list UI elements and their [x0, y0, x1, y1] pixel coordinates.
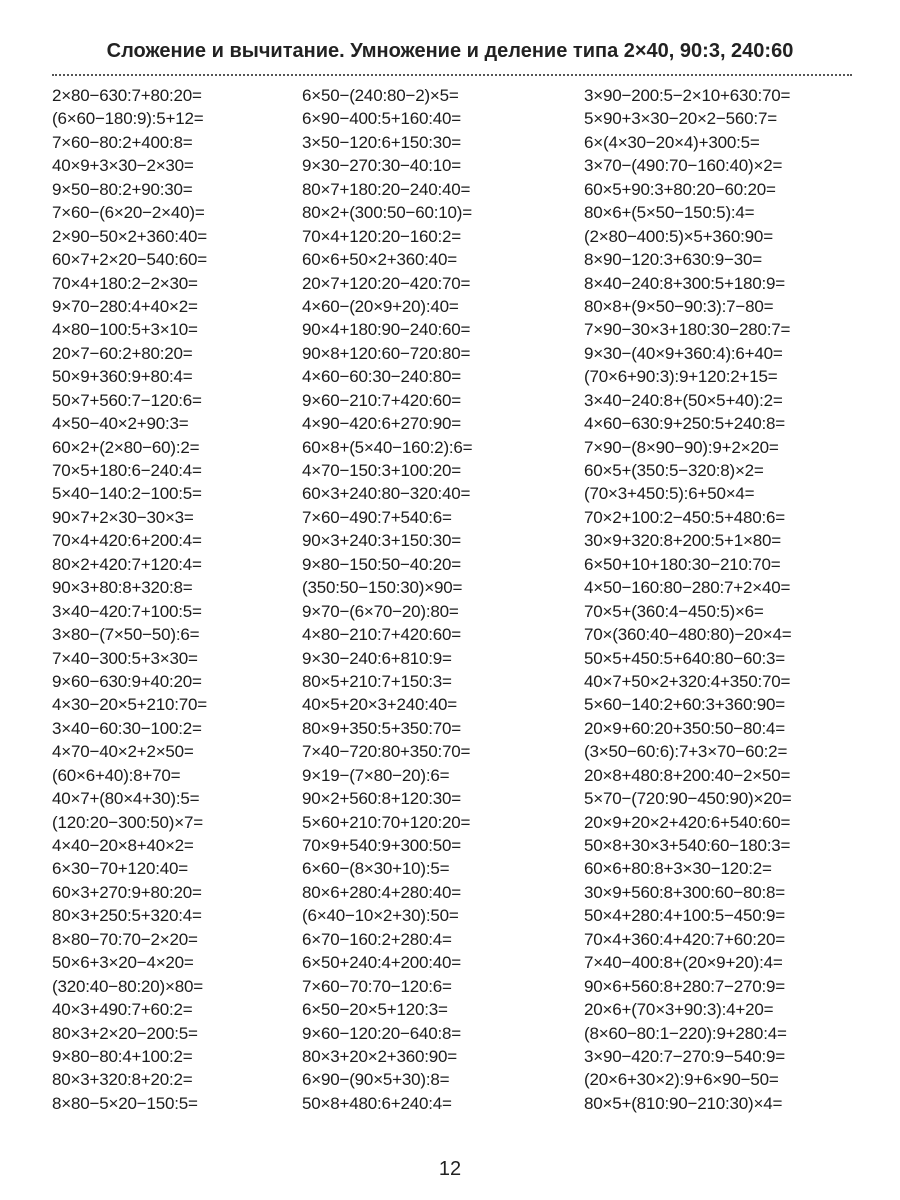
exercise-expression: 90×7+2×30−30×3=	[52, 507, 194, 527]
exercise-expression: (350:50−150:30)×90=	[302, 578, 463, 598]
exercise-column-1	[52, 84, 292, 1115]
exercise-column-3	[584, 84, 884, 1115]
exercise-expression: 50×5+450:5+640:80−60:3=	[584, 648, 786, 668]
exercise-expression: 5×60−140:2+60:3+360:90=	[584, 695, 786, 715]
exercise-expression: 6×30−70+120:40=	[52, 859, 188, 879]
exercise-expression: (60×6+40):8+70=	[52, 765, 181, 785]
exercise-expression: 9×60−630:9+40:20=	[52, 671, 202, 691]
exercise-expression: 80×2+(300:50−60:10)=	[302, 203, 472, 223]
exercise-expression: 90×3+240:3+150:30=	[302, 531, 462, 551]
exercise-expression: 50×8+480:6+240:4=	[302, 1093, 452, 1113]
exercise-expression: (70×6+90:3):9+120:2+15=	[584, 367, 778, 387]
exercise-expression: 80×9+350:5+350:70=	[302, 718, 462, 738]
exercise-expression: 4×90−420:6+270:90=	[302, 414, 462, 434]
exercise-expression: (70×3+450:5):6+50×4=	[584, 484, 755, 504]
exercise-expression: 3×40−240:8+(50×5+40):2=	[584, 390, 783, 410]
exercise-expression: 60×7+2×20−540:60=	[52, 250, 207, 270]
exercise-expression: 80×6+280:4+280:40=	[302, 882, 462, 902]
exercise-expression: 4×60−630:9+250:5+240:8=	[584, 414, 786, 434]
exercise-expression: 4×80−100:5+3×10=	[52, 320, 198, 340]
exercise-expression: 9×70−(6×70−20):80=	[302, 601, 459, 621]
exercise-expression: (6×60−180:9):5+12=	[52, 109, 204, 129]
exercise-expression: 9×70−280:4+40×2=	[52, 296, 198, 316]
exercise-expression: 60×2+(2×80−60):2=	[52, 437, 200, 457]
exercise-expression: 3×50−120:6+150:30=	[302, 132, 462, 152]
exercise-expression: 70×5+180:6−240:4=	[52, 461, 202, 480]
exercise-expression: 20×9+60:20+350:50−80:4=	[584, 718, 786, 738]
exercise-expression: (2×80−400:5)×5+360:90=	[584, 226, 773, 246]
exercise-expression: 60×5+90:3+80:20−60:20=	[584, 179, 776, 199]
exercise-expression: 50×7+560:7−120:6=	[52, 390, 202, 410]
exercise-expression: 20×8+480:8+200:40−2×50=	[584, 765, 791, 785]
exercise-expression: 60×6+80:8+3×30−120:2=	[584, 859, 772, 879]
exercise-expression: 40×7+50×2+320:4+350:70=	[584, 671, 791, 691]
exercise-expression: 20×7+120:20−420:70=	[302, 273, 471, 293]
exercise-expression: (3×50−60:6):7+3×70−60:2=	[584, 742, 788, 762]
exercise-expression: 60×3+270:9+80:20=	[52, 882, 202, 902]
exercise-expression: 6×(4×30−20×4)+300:5=	[584, 132, 760, 152]
exercise-expression: 40×7+(80×4+30):5=	[52, 789, 200, 809]
exercise-expression: 4×70−150:3+100:20=	[302, 461, 462, 480]
exercise-expression: 4×60−60:30−240:80=	[302, 367, 462, 387]
exercise-expression: 2×90−50×2+360:40=	[52, 226, 207, 246]
exercise-expression: 50×6+3×20−4×20=	[52, 953, 194, 973]
exercise-expression: 3×80−(7×50−50):6=	[52, 625, 200, 645]
exercise-expression: 9×50−80:2+90:30=	[52, 179, 193, 199]
exercise-expression: 40×9+3×30−2×30=	[52, 156, 194, 176]
exercise-expression: 9×60−120:20−640:8=	[302, 1023, 462, 1043]
exercise-expression: 4×40−20×8+40×2=	[52, 836, 194, 855]
exercise-expression: 6×50−20×5+120:3=	[302, 1000, 448, 1020]
exercise-expression: 7×90−30×3+180:30−280:7=	[584, 320, 791, 340]
exercise-expression: 60×8+(5×40−160:2):6=	[302, 437, 473, 457]
exercise-expression: 7×60−70:70−120:6=	[302, 976, 452, 996]
exercise-expression: 70×(360:40−480:80)−20×4=	[584, 625, 792, 645]
exercise-expression: 5×90+3×30−20×2−560:7=	[584, 109, 777, 129]
exercise-expression: 80×6+(5×50−150:5):4=	[584, 203, 755, 223]
exercise-expression: 60×6+50×2+360:40=	[302, 250, 457, 270]
exercise-expression: 9×80−150:50−40:20=	[302, 554, 462, 574]
exercise-expression: 50×9+360:9+80:4=	[52, 367, 193, 387]
exercise-expression: 70×2+100:2−450:5+480:6=	[584, 507, 786, 527]
exercise-expression: 50×4+280:4+100:5−450:9=	[584, 906, 786, 926]
exercise-expression: 90×6+560:8+280:7−270:9=	[584, 976, 786, 996]
exercise-expression: (8×60−80:1−220):9+280:4=	[584, 1023, 787, 1043]
exercise-expression: 70×4+420:6+200:4=	[52, 531, 202, 551]
exercise-expression: 50×8+30×3+540:60−180:3=	[584, 836, 791, 855]
exercise-expression: 70×9+540:9+300:50=	[302, 836, 462, 855]
exercise-expression: 7×60−(6×20−2×40)=	[52, 203, 205, 223]
exercise-expression: 4×80−210:7+420:60=	[302, 625, 462, 645]
exercise-expression: 6×50+240:4+200:40=	[302, 953, 462, 973]
exercise-expression: 70×4+180:2−2×30=	[52, 273, 198, 293]
exercise-expression: 20×6+(70×3+90:3):4+20=	[584, 1000, 774, 1020]
exercise-expression: 40×5+20×3+240:40=	[302, 695, 457, 715]
page-number: 12	[438, 1158, 462, 1180]
page-title: Сложение и вычитание. Умножение и деление типа 2×40, 90:3, 240:60	[106, 40, 794, 62]
exercise-expression: 80×2+420:7+120:4=	[52, 554, 202, 574]
exercise-expression: 80×3+320:8+20:2=	[52, 1070, 193, 1090]
exercise-expression: 7×40−720:80+350:70=	[302, 742, 471, 762]
exercise-expression: 5×60+210:70+120:20=	[302, 812, 471, 832]
exercise-expression: 6×70−160:2+280:4=	[302, 929, 452, 949]
exercise-expression: 9×30−240:6+810:9=	[302, 648, 452, 668]
exercise-expression: 90×4+180:90−240:60=	[302, 320, 471, 340]
exercise-expression: 70×4+360:4+420:7+60:20=	[584, 929, 786, 949]
exercise-expression: 80×3+20×2+360:90=	[302, 1046, 457, 1066]
exercise-expression: 3×90−200:5−2×10+630:70=	[584, 86, 791, 105]
exercise-expression: 9×80−80:4+100:2=	[52, 1046, 193, 1066]
exercise-expression: 6×90−(90×5+30):8=	[302, 1070, 450, 1090]
exercise-expression: 3×70−(490:70−160:40)×2=	[584, 156, 783, 176]
exercise-expression: 7×90−(8×90−90):9+2×20=	[584, 437, 779, 457]
title-divider	[52, 74, 852, 76]
exercise-expression: 80×7+180:20−240:40=	[302, 179, 471, 199]
exercise-expression: 6×50−(240:80−2)×5=	[302, 86, 459, 105]
exercise-expression: 80×8+(9×50−90:3):7−80=	[584, 296, 774, 316]
exercise-expression: 7×60−490:7+540:6=	[302, 507, 452, 527]
exercise-expression: 9×30−270:30−40:10=	[302, 156, 462, 176]
exercise-expression: 5×70−(720:90−450:90)×20=	[584, 789, 792, 809]
exercise-expression: 90×3+80:8+320:8=	[52, 578, 193, 598]
exercise-expression: 9×60−210:7+420:60=	[302, 390, 462, 410]
exercise-expression: 3×90−420:7−270:9−540:9=	[584, 1046, 786, 1066]
exercise-expression: 40×3+490:7+60:2=	[52, 1000, 193, 1020]
exercise-expression: 7×60−80:2+400:8=	[52, 132, 193, 152]
exercise-expression: 8×80−70:70−2×20=	[52, 929, 198, 949]
exercise-expression: 6×90−400:5+160:40=	[302, 109, 462, 129]
exercise-expression: 6×60−(8×30+10):5=	[302, 859, 450, 879]
exercise-expression: 8×40−240:8+300:5+180:9=	[584, 273, 786, 293]
exercise-expression: 8×80−5×20−150:5=	[52, 1093, 198, 1113]
exercise-expression: 70×4+120:20−160:2=	[302, 226, 462, 246]
exercise-expression: (320:40−80:20)×80=	[52, 976, 203, 996]
exercise-expression: 5×40−140:2−100:5=	[52, 484, 202, 504]
exercise-expression: 6×50+10+180:30−210:70=	[584, 554, 781, 574]
exercise-expression: 30×9+320:8+200:5+1×80=	[584, 531, 781, 551]
exercise-expression: 4×50−160:80−280:7+2×40=	[584, 578, 791, 598]
exercise-expression: 90×8+120:60−720:80=	[302, 343, 471, 363]
exercise-expression: 80×3+250:5+320:4=	[52, 906, 202, 926]
exercise-expression: 2×80−630:7+80:20=	[52, 86, 202, 105]
exercise-expression: 80×5+210:7+150:3=	[302, 671, 452, 691]
exercise-expression: 9×19−(7×80−20):6=	[302, 765, 450, 785]
exercise-expression: 70×5+(360:4−450:5)×6=	[584, 601, 764, 621]
exercise-expression: 4×50−40×2+90:3=	[52, 414, 189, 434]
exercise-expression: (120:20−300:50)×7=	[52, 812, 203, 832]
exercise-expression: 7×40−400:8+(20×9+20):4=	[584, 953, 783, 973]
exercise-expression: 4×60−(20×9+20):40=	[302, 296, 459, 316]
exercise-expression: 80×5+(810:90−210:30)×4=	[584, 1093, 783, 1113]
exercise-column-2	[302, 84, 572, 1115]
exercise-expression: 3×40−60:30−100:2=	[52, 718, 202, 738]
exercise-expression: 20×7−60:2+80:20=	[52, 343, 193, 363]
exercise-expression: 9×30−(40×9+360:4):6+40=	[584, 343, 783, 363]
exercise-expression: 60×3+240:80−320:40=	[302, 484, 471, 504]
exercise-expression: 20×9+20×2+420:6+540:60=	[584, 812, 791, 832]
exercise-expression: 60×5+(350:5−320:8)×2=	[584, 461, 764, 480]
exercise-expression: 4×70−40×2+2×50=	[52, 742, 194, 762]
exercise-expression: (20×6+30×2):9+6×90−50=	[584, 1070, 779, 1090]
exercise-expression: 4×30−20×5+210:70=	[52, 695, 207, 715]
exercise-expression: 90×2+560:8+120:30=	[302, 789, 462, 809]
exercise-expression: 8×90−120:3+630:9−30=	[584, 250, 762, 270]
exercise-expression: 7×40−300:5+3×30=	[52, 648, 198, 668]
exercise-expression: (6×40−10×2+30):50=	[302, 906, 459, 926]
exercise-expression: 30×9+560:8+300:60−80:8=	[584, 882, 786, 902]
exercise-expression: 80×3+2×20−200:5=	[52, 1023, 198, 1043]
exercise-expression: 3×40−420:7+100:5=	[52, 601, 202, 621]
